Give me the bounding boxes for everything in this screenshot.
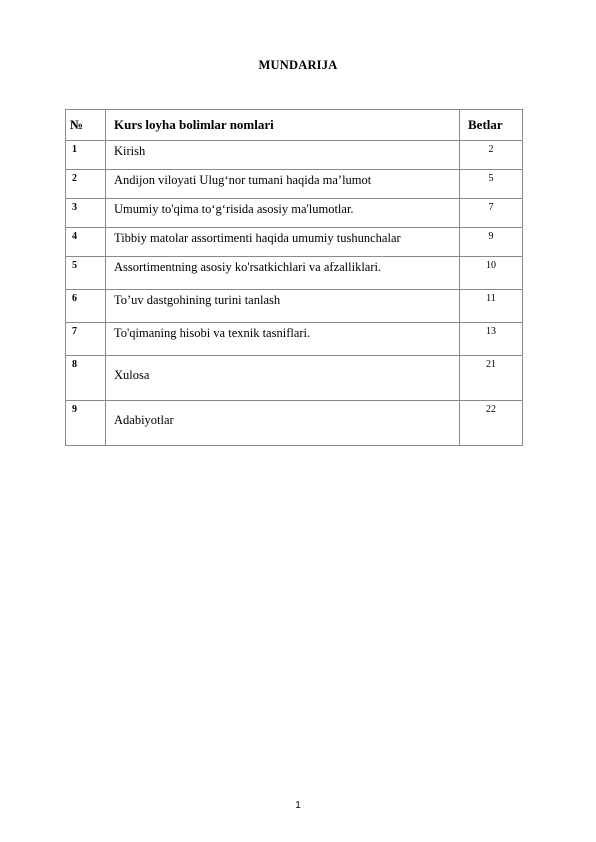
row-page: 2 — [488, 144, 494, 155]
row-number: 5 — [72, 260, 77, 271]
row-title: Tibbiy matolar assortimenti haqida umumiy tushunchalar — [114, 231, 401, 245]
row-number: 7 — [72, 326, 77, 337]
row-title: Kirish — [114, 144, 146, 158]
table-row — [66, 170, 523, 199]
row-title: Umumiy to'qima to‘g‘risida asosiy ma'lumotlar. — [114, 202, 354, 216]
header-section-title: Kurs loyha bolimlar nomlari — [106, 110, 460, 141]
row-page: 9 — [488, 231, 494, 242]
row-number: 4 — [72, 231, 77, 242]
table-header-row — [66, 110, 523, 141]
row-page: 11 — [486, 293, 496, 304]
page-number: 1 — [295, 800, 301, 811]
table-row — [66, 199, 523, 228]
row-page: 10 — [486, 260, 496, 271]
row-title: Assortimentning asosiy ko'rsatkichlari va afzalliklari. — [114, 260, 382, 274]
row-page: 5 — [488, 173, 494, 184]
header-number: № — [66, 110, 106, 141]
table-row — [66, 228, 523, 257]
row-title: Andijon viloyati Ulug‘nor tumani haqida ma’lumot — [114, 173, 372, 187]
row-title: To'qimaning hisobi va texnik tasniflari. — [114, 326, 311, 340]
row-page: 21 — [486, 359, 496, 370]
row-number: 9 — [72, 404, 77, 415]
table-row — [66, 141, 523, 170]
table-row — [66, 401, 523, 446]
row-title: Adabiyotlar — [114, 413, 174, 427]
row-number: 6 — [72, 293, 77, 304]
row-title: Xulosa — [114, 368, 150, 382]
table-row — [66, 290, 523, 323]
row-page: 22 — [486, 404, 496, 415]
table-row — [66, 257, 523, 290]
row-number: 2 — [72, 173, 77, 184]
table-row — [66, 356, 523, 401]
row-page: 13 — [486, 326, 496, 337]
row-title: To’uv dastgohining turini tanlash — [114, 293, 281, 307]
table-of-contents — [65, 109, 523, 446]
row-page: 7 — [488, 202, 494, 213]
row-number: 1 — [72, 144, 77, 155]
row-number: 3 — [72, 202, 77, 213]
table-row — [66, 323, 523, 356]
header-page: Betlar — [460, 110, 523, 141]
row-number: 8 — [72, 359, 77, 370]
page-title: MUNDARIJA — [258, 58, 338, 72]
